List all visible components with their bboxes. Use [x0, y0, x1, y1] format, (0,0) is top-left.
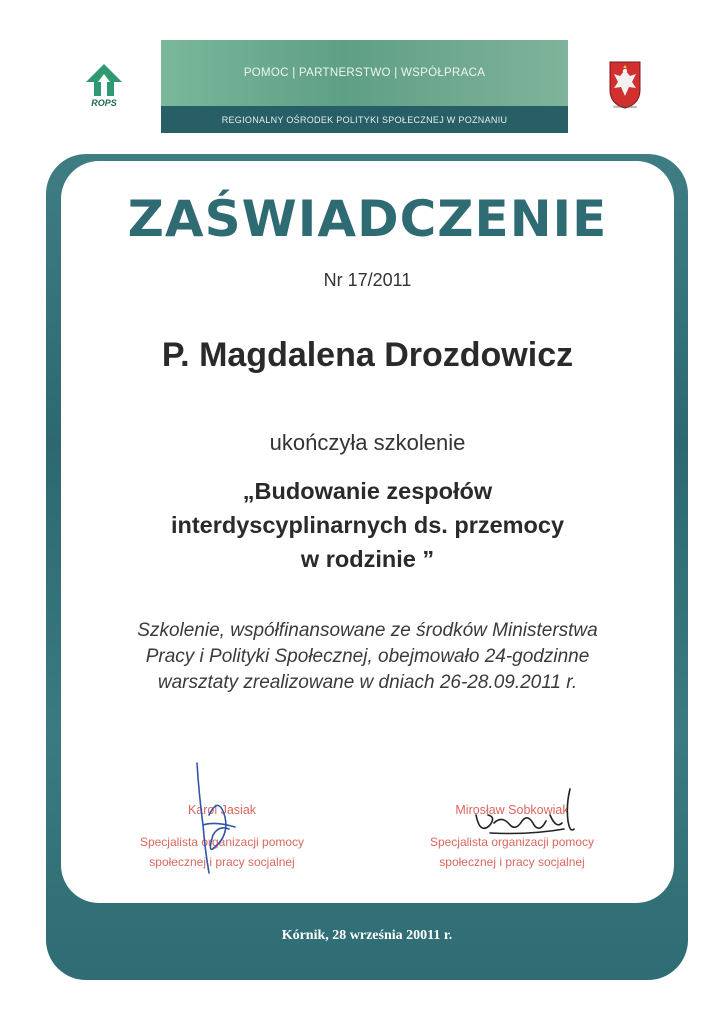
description-line: Szkolenie, współfinansowane ze środków Ministerstwa: [137, 620, 598, 641]
signatory-title-line: Specjalista organizacji pomocy: [139, 835, 305, 849]
handwritten-signature-right: [470, 785, 580, 845]
course-line: interdyscyplinarnych ds. przemocy: [170, 512, 565, 538]
description-line: warsztaty zrealizowane w dniach 26-28.09.2011 r.: [157, 672, 578, 693]
signatory-name: Mirosław Sobkowiak: [455, 803, 569, 817]
rops-logo-icon: [84, 62, 124, 112]
course-line: w rodzinie ”: [300, 546, 435, 572]
eagle-crest-icon: [608, 60, 642, 110]
course-title: [61, 474, 674, 576]
banner-organization: REGIONALNY OŚRODEK POLITYKI SPOŁECZNEJ W POZNANIU: [161, 106, 568, 133]
course-line: „Budowanie zespołów: [242, 478, 493, 504]
certificate-title: ZAŚWIADCZENIE: [127, 190, 608, 248]
completed-label: ukończyła szkolenie: [269, 430, 466, 455]
signatory-name: Karol Jasiak: [187, 803, 257, 817]
course-description: [61, 618, 674, 696]
signatory-title-line: społecznej i pracy socjalnej: [439, 855, 585, 869]
banner-tagline: POMOC | PARTNERSTWO | WSPÓŁPRACA: [243, 67, 486, 79]
crest-caption: Wielkopolska: [613, 104, 637, 109]
description-line: Pracy i Polityki Społecznej, obejmowało 24-godzinne: [145, 646, 590, 667]
signatory-title-line: Specjalista organizacji pomocy: [429, 835, 595, 849]
certificate-number: Nr 17/2011: [323, 270, 412, 290]
place-and-date: Kórnik, 28 września 20011 r.: [281, 928, 453, 943]
handwritten-signature-left: [185, 755, 245, 885]
recipient-name: P. Magdalena Drozdowicz: [161, 336, 574, 374]
signatory-title-line: społecznej i pracy socjalnej: [149, 855, 295, 869]
rops-logo-text: ROPS: [91, 98, 117, 108]
